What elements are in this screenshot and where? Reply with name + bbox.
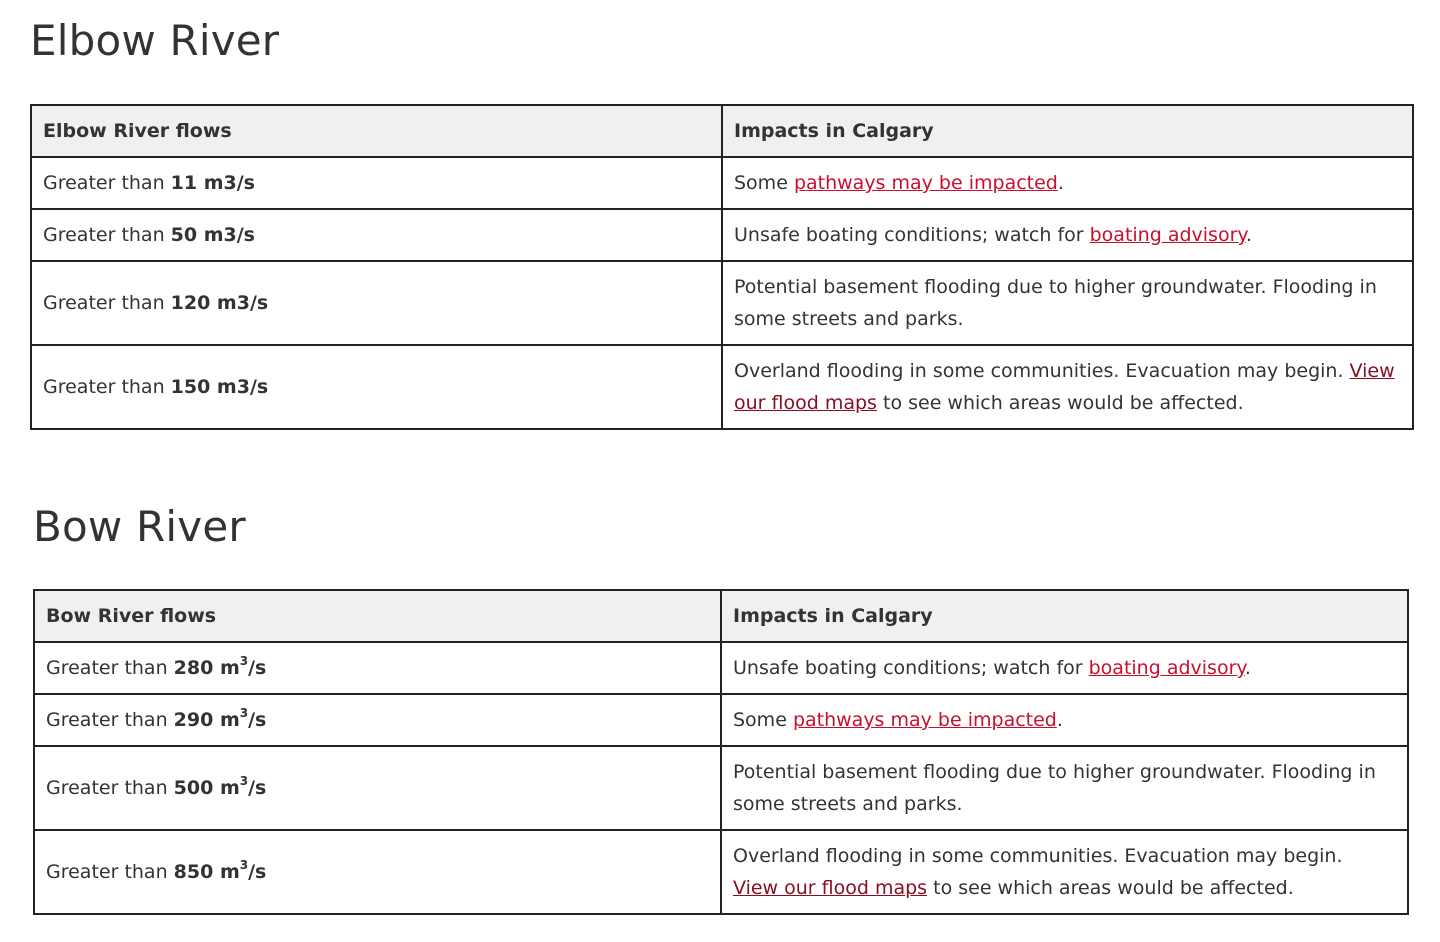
table-row [31, 209, 1413, 261]
pathways-impacted-link[interactable]: pathways may be impacted [792, 709, 1057, 731]
table-row [34, 642, 1408, 694]
impact-text-end: . [1057, 172, 1064, 194]
impact-text: Overland flooding in some communities. Evacuation may begin. [734, 360, 1350, 382]
boating-advisory-link[interactable]: boating advisory [1088, 657, 1245, 679]
unit-exponent: 3 [239, 705, 249, 720]
flow-prefix: Greater than [43, 376, 171, 398]
impact-text: Potential basement flooding due to higher groundwater. Flooding in some streets and parks. [734, 276, 1377, 330]
impact-text: Overland flooding in some communities. Evacuation may begin. [733, 845, 1343, 867]
flow-value [173, 705, 267, 731]
table-row [31, 157, 1413, 209]
impact-text-end: . [1244, 657, 1251, 679]
unit-exponent: 3 [239, 857, 249, 872]
unit-base: m [213, 657, 240, 679]
unit-exponent: 3 [239, 653, 249, 668]
flow-value: 150 m3/s [170, 376, 269, 398]
table-row [34, 830, 1408, 914]
flow-value [173, 773, 267, 799]
flow-cell [34, 830, 721, 914]
flow-cell [34, 746, 721, 830]
impact-cell [721, 746, 1408, 830]
flow-prefix: Greater than [43, 292, 171, 314]
impact-text-end: . [1245, 224, 1252, 246]
table-row [31, 345, 1413, 429]
flow-value: 50 m3/s [170, 224, 255, 246]
flow-prefix: Greater than [43, 172, 171, 194]
flood-maps-link[interactable]: View our flood maps [733, 877, 928, 899]
elbow-river-flows-table [30, 104, 1414, 430]
flow-prefix: Greater than [46, 657, 174, 679]
bow-river-heading: Bow River [33, 502, 246, 551]
flow-cell [31, 157, 722, 209]
unit-base: m [213, 709, 240, 731]
impact-cell [721, 642, 1408, 694]
impact-cell [722, 261, 1413, 345]
flow-prefix: Greater than [46, 709, 174, 731]
unit-tail: /s [248, 657, 267, 679]
flow-value: 11 m3/s [170, 172, 255, 194]
bow-river-flows-table [33, 589, 1409, 915]
impact-text-end: to see which areas would be affected. [876, 392, 1244, 414]
impact-text-end: . [1056, 709, 1063, 731]
flow-number: 850 [173, 861, 214, 883]
column-header-flows: Bow River flows [34, 590, 721, 642]
unit-base: m [213, 861, 240, 883]
flow-number: 280 [173, 657, 214, 679]
flow-number: 290 [173, 709, 214, 731]
flow-value [173, 857, 267, 883]
elbow-river-heading: Elbow River [30, 16, 280, 65]
flow-number: 500 [173, 777, 214, 799]
table-header-row [31, 105, 1413, 157]
flood-maps-link[interactable]: View our flood maps [734, 360, 1395, 414]
flow-cell [31, 345, 722, 429]
table-row [31, 261, 1413, 345]
flow-prefix: Greater than [43, 224, 171, 246]
impact-cell [721, 694, 1408, 746]
flow-value: 120 m3/s [170, 292, 269, 314]
boating-advisory-link[interactable]: boating advisory [1089, 224, 1246, 246]
table-header-row [34, 590, 1408, 642]
impact-text: Some [733, 709, 793, 731]
table-row [34, 694, 1408, 746]
impact-text: Potential basement flooding due to higher groundwater. Flooding in some streets and parks. [733, 761, 1376, 815]
impact-text: Unsafe boating conditions; watch for [733, 657, 1089, 679]
table-row [34, 746, 1408, 830]
column-header-impacts: Impacts in Calgary [721, 590, 1408, 642]
impact-cell [722, 209, 1413, 261]
column-header-impacts: Impacts in Calgary [722, 105, 1413, 157]
unit-base: m [213, 777, 240, 799]
flow-cell [31, 261, 722, 345]
impact-text: Unsafe boating conditions; watch for [734, 224, 1090, 246]
pathways-impacted-link[interactable]: pathways may be impacted [793, 172, 1058, 194]
column-header-flows: Elbow River flows [31, 105, 722, 157]
flow-prefix: Greater than [46, 777, 174, 799]
impact-cell [722, 157, 1413, 209]
impact-text-end: to see which areas would be affected. [927, 877, 1294, 899]
unit-tail: /s [248, 777, 267, 799]
flow-prefix: Greater than [46, 861, 174, 883]
unit-tail: /s [248, 861, 267, 883]
flow-cell [31, 209, 722, 261]
flow-cell [34, 694, 721, 746]
impact-text: Some [734, 172, 794, 194]
flow-cell [34, 642, 721, 694]
impact-cell [722, 345, 1413, 429]
unit-exponent: 3 [239, 773, 249, 788]
flow-value [173, 653, 267, 679]
impact-cell [721, 830, 1408, 914]
unit-tail: /s [248, 709, 267, 731]
